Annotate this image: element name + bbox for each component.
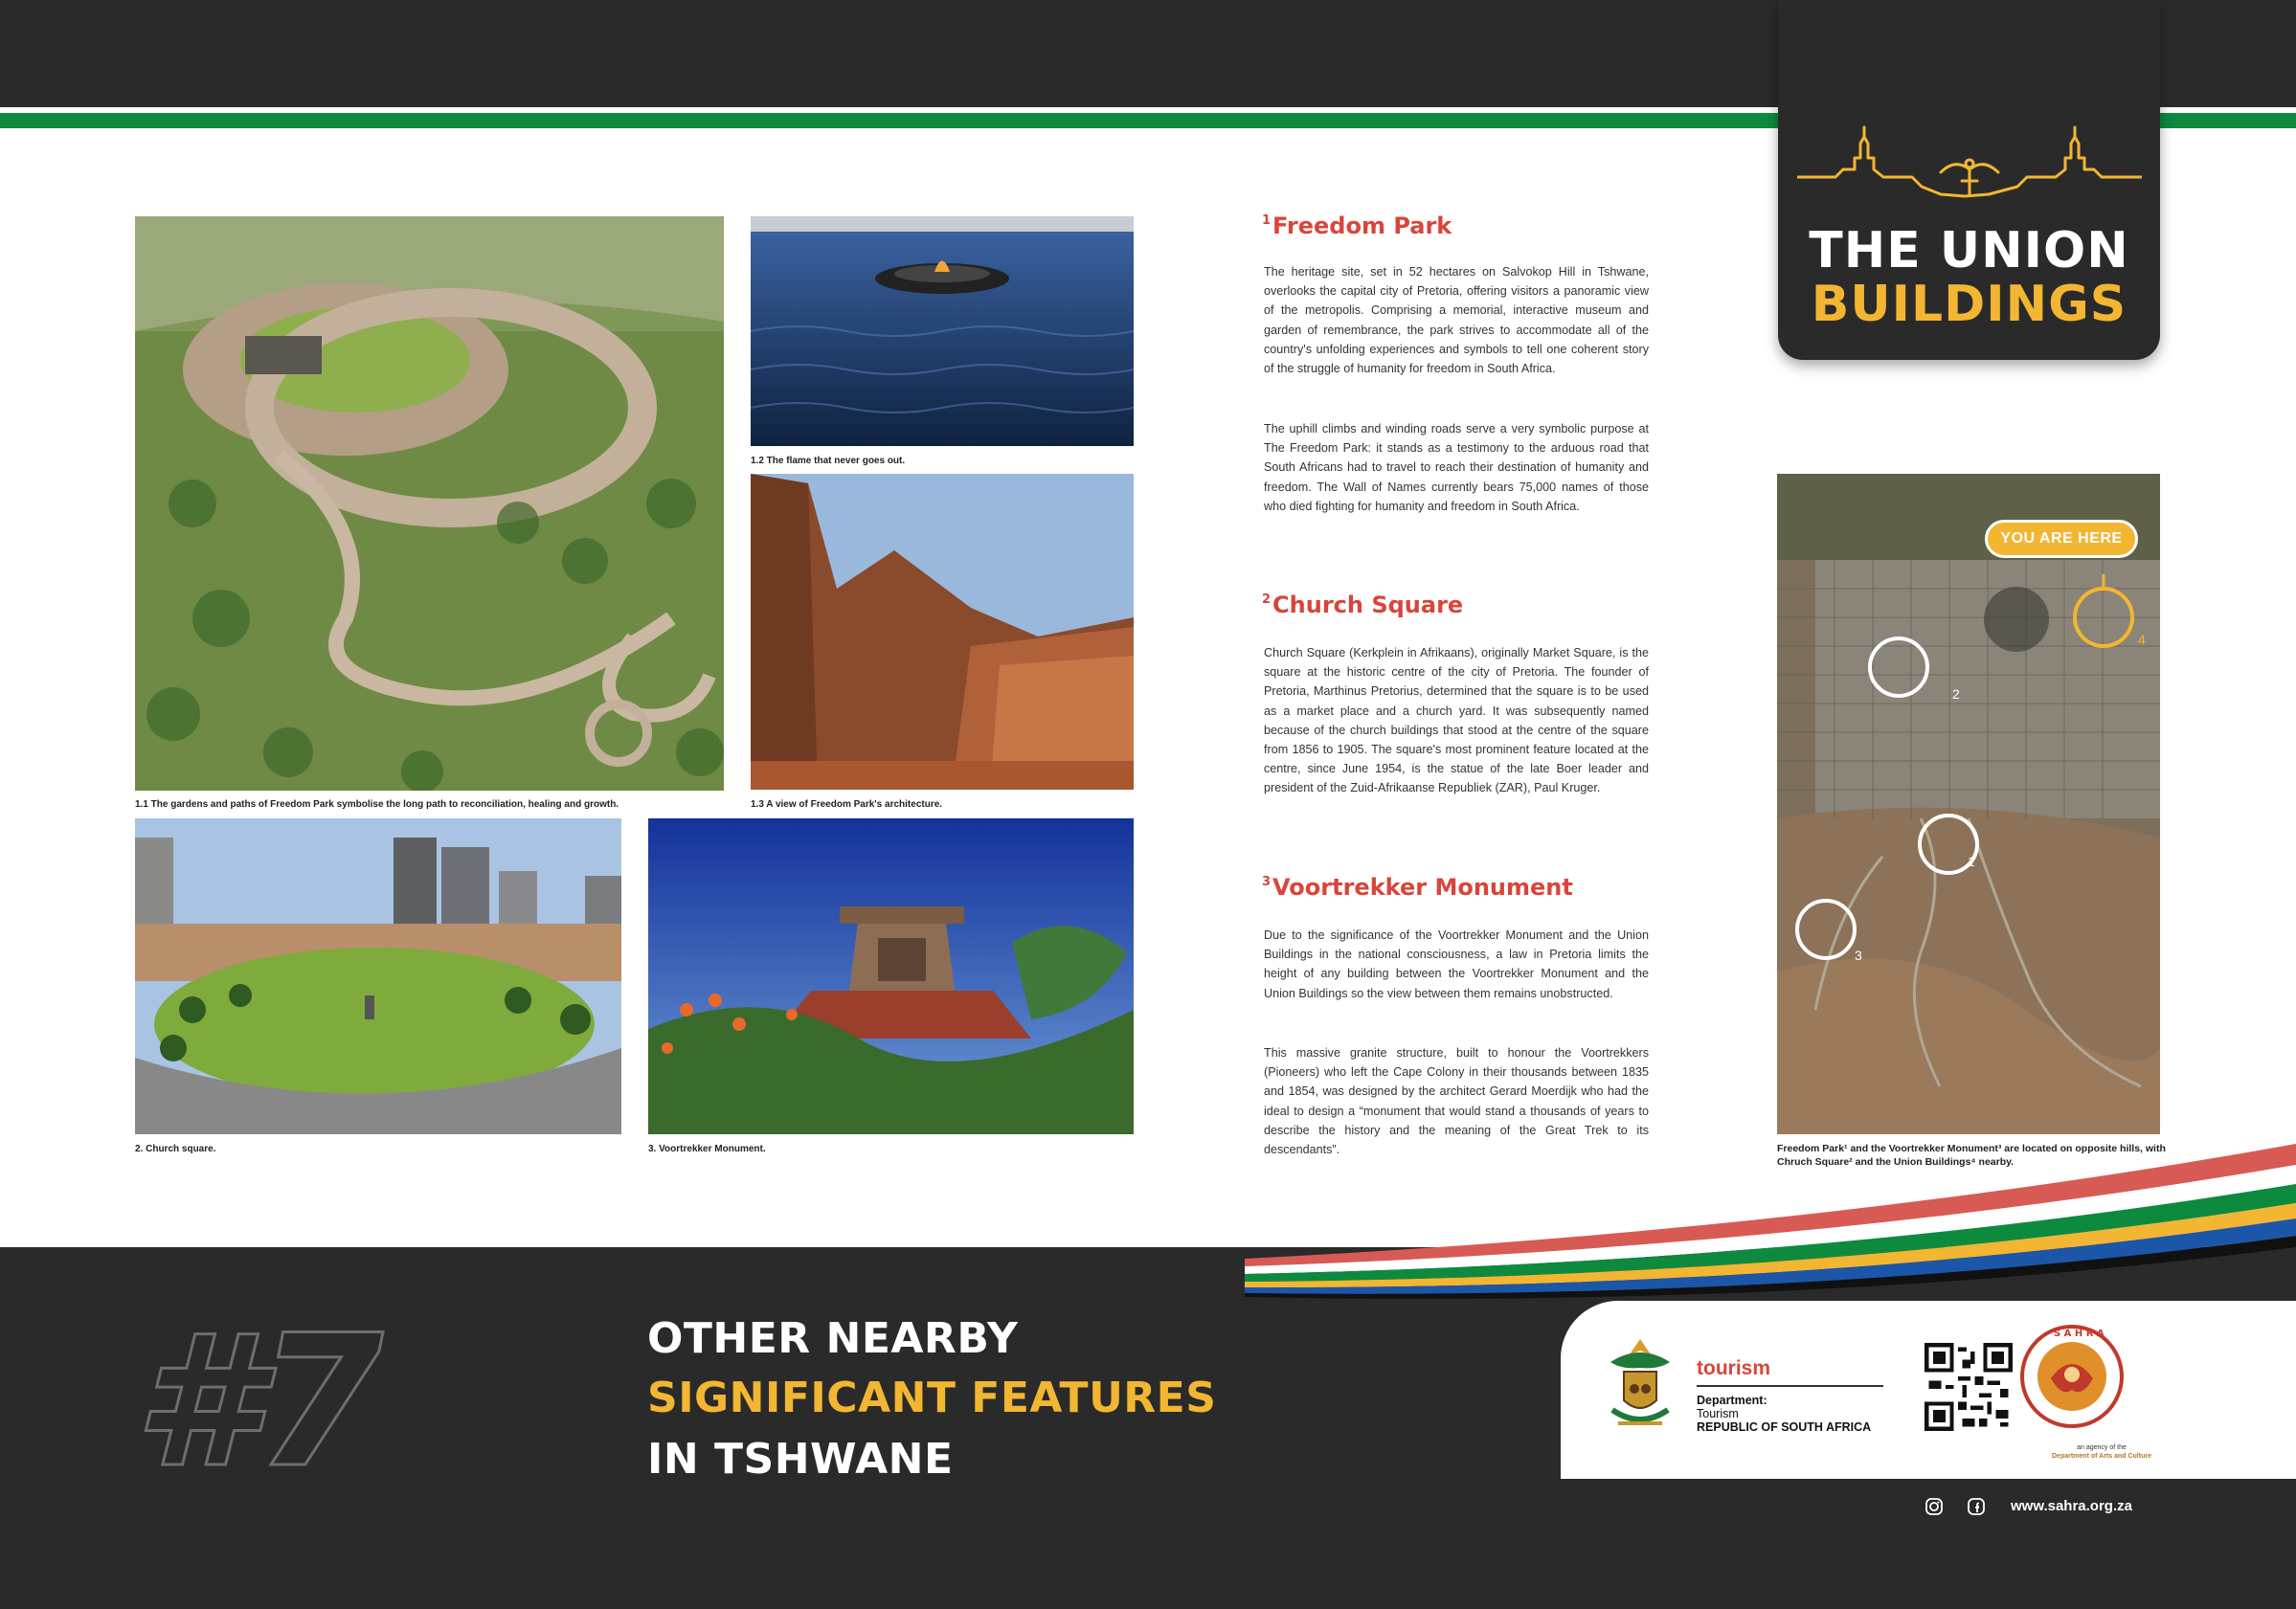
photo-caption: 1.2 The flame that never goes out.	[751, 456, 906, 466]
map-marker-label-4: 4	[2138, 632, 2146, 647]
sahra-logo-icon	[2008, 1321, 2137, 1450]
feature-number: #7	[134, 1296, 380, 1508]
footer-heading-line-3: IN TSHWANE	[647, 1435, 954, 1484]
title-line-2: BUILDINGS	[1811, 276, 2127, 333]
section-title-church-square	[1262, 592, 1463, 618]
coat-of-arms-icon	[1601, 1333, 1679, 1441]
map-marker-label-1: 1	[1968, 854, 1975, 869]
svg-text:S A H R A: S A H R A	[2054, 1329, 2105, 1339]
map-markers	[1777, 474, 2160, 1134]
section-number: 3	[1262, 875, 1272, 889]
union-buildings-skyline-icon	[1797, 120, 2142, 206]
title-card	[1778, 0, 2160, 360]
photo-caption: 3. Voortrekker Monument.	[648, 1144, 766, 1154]
aerial-map	[1777, 474, 2160, 1134]
photo-caption: 1.3 A view of Freedom Park's architecture.	[751, 799, 943, 810]
title-line-1: THE UNION	[1809, 222, 2129, 279]
dept-line-3: REPUBLIC OF SOUTH AFRICA	[1697, 1420, 1872, 1434]
section-paragraph: Church Square (Kerkplein in Afrikaans), originally Market Square, is the square at the historic centre of the city of Pretoria. The founder of Pretoria, Marthinus Pretorius, determined that the square is to be used as a market place and a church yard. It was subsequently named because of the church buildings that stood at the centre of the square from 1856 to 1905. The square's most prominent feature located at the centre, since June 1954, is the statue of the late Boer leader and president of the Zuid-Afrikaanse Republiek (ZAR), Paul Kruger.	[1264, 646, 1649, 795]
agency-line-2: Department of Arts and Culture	[2052, 1453, 2151, 1460]
tourism-department	[1697, 1394, 1871, 1434]
photo-eternal-flame	[751, 216, 1134, 446]
sahra-agency-text	[2039, 1443, 2164, 1461]
section-number: 2	[1262, 592, 1272, 607]
photo-voortrekker-monument	[648, 818, 1134, 1134]
section-paragraph: The heritage site, set in 52 hectares on Salvokop Hill in Tshwane, overlooks the capital city of Pretoria, offering visitors a panoramic view of the metropolis. Comprising a memorial, interactive museum and garden of remembrance, the park strives to accommodate all of the country's unfolding experiences and symbols to tell one coherent story of the struggle of humanity for freedom in South Africa.	[1264, 265, 1649, 376]
map-caption: Freedom Park¹ and the Voortrekker Monument³ are located on opposite hills, with Chruch Square² and the Union Buildings⁴ nearby.	[1777, 1143, 2166, 1168]
photo-freedom-park-aerial	[135, 216, 724, 791]
map-marker-label-2: 2	[1952, 686, 1960, 702]
section-title-text: Voortrekker Monument	[1272, 874, 1573, 901]
qr-code-icon[interactable]	[1925, 1343, 2013, 1431]
footer-heading-line-1: OTHER NEARBY	[647, 1314, 1019, 1363]
tourism-logo-text: tourism	[1697, 1357, 1771, 1379]
instagram-icon[interactable]	[1925, 1497, 1944, 1516]
facebook-icon[interactable]	[1967, 1497, 1986, 1516]
photo-caption: 2. Church square.	[135, 1144, 216, 1154]
section-number: 1	[1262, 213, 1272, 228]
map-marker-label-3: 3	[1855, 948, 1862, 963]
photo-freedom-park-architecture	[751, 474, 1134, 790]
section-paragraph: The uphill climbs and winding roads serve a very symbolic purpose at The Freedom Park: it stands as a testimony to the arduous road that South Africans had to travel to reach their destination of humanity and freedom. The Wall of Names currently bears 75,000 names of those who died fighting for humanity and freedom in South Africa.	[1264, 422, 1649, 513]
flag-swoosh	[1245, 1144, 2296, 1316]
section-title-text: Church Square	[1272, 592, 1464, 618]
section-title-text: Freedom Park	[1272, 212, 1452, 239]
you-are-here-badge: YOU ARE HERE	[1985, 520, 2138, 558]
dept-line-1: Department:	[1697, 1394, 1767, 1407]
dept-line-2: Tourism	[1697, 1407, 1739, 1420]
agency-line-1: an agency of the	[2077, 1444, 2127, 1451]
section-paragraph: This massive granite structure, built to honour the Voortrekkers (Pioneers) who left the Cape Colony in their thousands between 1835 and 1854, was designed by the architect Gerard Moerdijk who had the ideal to design a “monument that would stand a thousands of years to describe the history and the meaning of the Great Trek to its descendants”.	[1264, 1046, 1649, 1157]
footer-heading-line-2: SIGNIFICANT FEATURES	[647, 1374, 1217, 1422]
section-title-voortrekker-monument	[1262, 874, 1573, 901]
photo-church-square	[135, 818, 621, 1134]
section-title-freedom-park	[1262, 212, 1452, 239]
photo-caption: 1.1 The gardens and paths of Freedom Park symbolise the long path to reconciliation, healing and growth.	[135, 799, 619, 810]
section-paragraph: Due to the significance of the Voortrekker Monument and the Union Buildings in the national consciousness, a law in Pretoria limits the height of any building between the Voortrekker Monument and the Union Buildings so the view between them remains unobstructed.	[1264, 928, 1649, 1000]
website-link[interactable]: www.sahra.org.za	[2011, 1498, 2132, 1514]
tourism-divider	[1697, 1385, 1883, 1387]
